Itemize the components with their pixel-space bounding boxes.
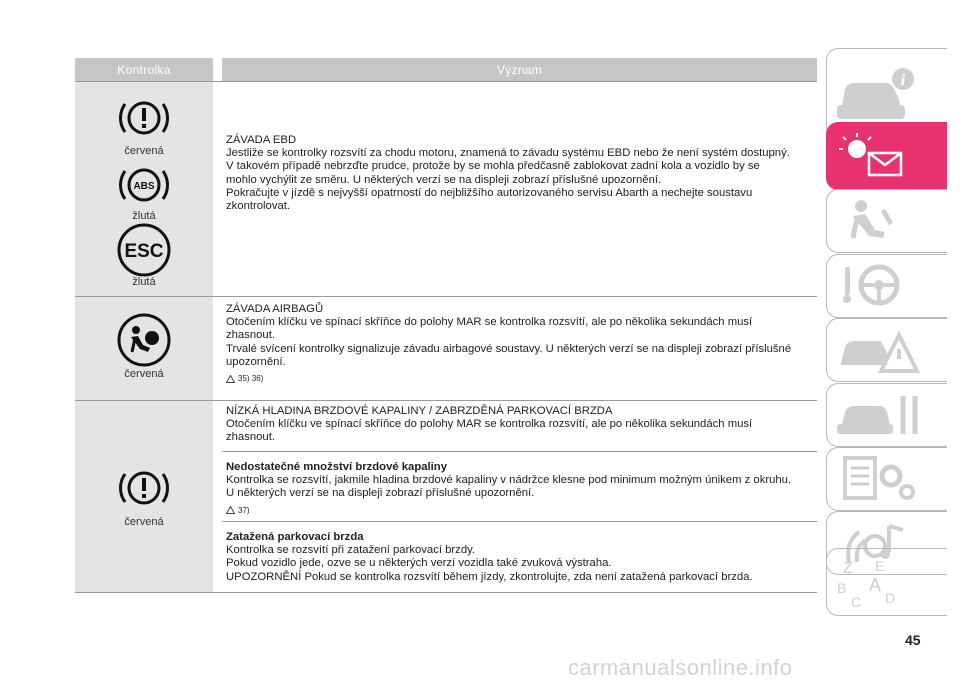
text-line: U některých verzí se na displeji zobrazí příslušné upozornění. bbox=[226, 487, 535, 500]
icon-caption: žlutá bbox=[132, 210, 156, 222]
text-line: UPOZORNĚNÍ Pokud se kontrolka rozsvítí během jízdy, zkontrolujte, zda není zatažená parkovací brzda. bbox=[226, 570, 753, 583]
text-line: Otočením klíčku ve spínací skříňce do polohy MAR se kontrolka rozsvítí, ale po několika sekundách musí bbox=[226, 316, 753, 329]
text-line: Pokračujte v jízdě s nejvyšší opatrností do nejbližšího autorizovaného servisu Abarth a nechejte soustavu bbox=[226, 186, 753, 199]
warning-triangle-icon bbox=[226, 375, 235, 383]
esc-icon bbox=[116, 222, 172, 278]
index-letter: D bbox=[885, 590, 896, 606]
row-divider bbox=[75, 296, 817, 297]
side-tab-emergency[interactable] bbox=[826, 318, 947, 382]
warning-lights-icon bbox=[827, 123, 937, 189]
driving-icon bbox=[827, 255, 937, 317]
column-header-label: Význam bbox=[496, 62, 543, 77]
subsection-title: Zatažená parkovací brzda bbox=[226, 531, 364, 543]
text-line: Trvalé svícení kontrolky signalizuje závadu airbagové soustavy. U některých verzí se na displeji zobrazí příslušné bbox=[226, 342, 792, 355]
side-tab-driving[interactable] bbox=[826, 254, 947, 318]
icon-caption: červená bbox=[124, 145, 164, 157]
text-line: Otočením klíčku ve spínací skříňce do polohy MAR se kontrolka rozsvítí, ale po několika sekundách musí bbox=[226, 418, 753, 431]
warning-reference bbox=[226, 372, 816, 385]
icon-caption: žlutá bbox=[132, 276, 156, 288]
row-title: ZÁVADA EBD bbox=[226, 134, 297, 146]
sub-divider bbox=[222, 451, 817, 452]
side-tab-technical-data[interactable] bbox=[826, 447, 947, 511]
column-header-label: Kontrolka bbox=[117, 62, 171, 77]
side-tab-index[interactable] bbox=[826, 548, 947, 616]
reference-numbers: 37) bbox=[238, 505, 250, 515]
index-letter: A bbox=[869, 575, 882, 595]
reference-numbers: 35) 36) bbox=[238, 374, 264, 384]
brake-warning-icon bbox=[116, 90, 172, 146]
index-icon bbox=[827, 549, 937, 615]
abs-label: ABS bbox=[133, 181, 155, 192]
esc-label: ESC bbox=[124, 241, 164, 262]
index-letter: E bbox=[875, 558, 885, 574]
text-line: mohlo vychýlit ze směru. U některých verzí se na displeji zobrazí příslušné upozornění. bbox=[226, 173, 662, 186]
subsection-title: Nedostatečné množství brzdové kapaliny bbox=[226, 461, 447, 473]
side-tab-maintenance[interactable] bbox=[826, 383, 947, 447]
brake-warning-icon bbox=[116, 460, 172, 516]
text-line: Kontrolka se rozsvítí při zatažení parkovací brzdy. bbox=[226, 544, 476, 557]
abs-icon bbox=[116, 158, 172, 212]
text-line: zhasnout. bbox=[226, 431, 275, 444]
technical-data-icon bbox=[827, 448, 937, 510]
icon-caption: červená bbox=[124, 516, 164, 528]
text-line: zkontrolovat. bbox=[226, 200, 291, 213]
row-title: NÍZKÁ HLADINA BRZDOVÉ KAPALINY / ZABRZDĚNÁ PARKOVACÍ BRZDA bbox=[226, 405, 613, 417]
page-number: 45 bbox=[905, 632, 921, 648]
watermark: carmanualsonline.info bbox=[568, 655, 793, 680]
index-letter: C bbox=[851, 594, 862, 610]
icon-caption: červená bbox=[124, 368, 164, 380]
sub-divider bbox=[222, 521, 817, 522]
column-header-vyznam bbox=[222, 58, 817, 81]
text-line: V takovém případě nebrzďte prudce, protože by se mohla předčasně zablokovat zadní kola a vozidlo by se bbox=[226, 160, 760, 173]
row-airbag-text bbox=[226, 303, 816, 385]
emergency-icon bbox=[827, 319, 937, 381]
text-line: Pokud vozidlo jede, ozve se u některých verzí vozidla také zvuková výstraha. bbox=[226, 557, 612, 570]
subsection-brake-fluid bbox=[226, 461, 816, 517]
side-tab-safety[interactable] bbox=[826, 189, 947, 253]
warning-triangle-icon bbox=[226, 506, 235, 514]
text-line: Kontrolka se rozsvítí, jakmile hladina brzdové kapaliny v nádržce klesne pod minimum možným únikem z okruhu. bbox=[226, 474, 792, 487]
row-brake-fluid-text bbox=[226, 405, 816, 445]
subsection-parking-brake bbox=[226, 531, 816, 584]
index-letter: B bbox=[837, 580, 847, 596]
maintenance-icon bbox=[827, 384, 937, 446]
warning-reference bbox=[226, 504, 816, 517]
text-line: Jestliže se kontrolky rozsvítí za chodu motoru, znamená to závadu systému EBD nebo že není systém dostupný. bbox=[226, 147, 790, 160]
row-title: ZÁVADA AIRBAGŮ bbox=[226, 303, 324, 315]
side-tab-warning-lights[interactable] bbox=[826, 122, 947, 190]
safety-icon bbox=[827, 190, 937, 252]
text-line: zhasnout. bbox=[226, 329, 275, 342]
text-line: upozornění. bbox=[226, 355, 286, 368]
svg-text:i: i bbox=[900, 72, 906, 89]
row-divider bbox=[75, 81, 817, 82]
airbag-icon bbox=[116, 312, 172, 368]
index-letter: Z bbox=[843, 560, 853, 577]
column-header-kontrolka bbox=[75, 58, 213, 81]
row-divider bbox=[75, 400, 817, 401]
row-divider bbox=[75, 592, 817, 593]
row-ebd-text bbox=[226, 134, 816, 213]
